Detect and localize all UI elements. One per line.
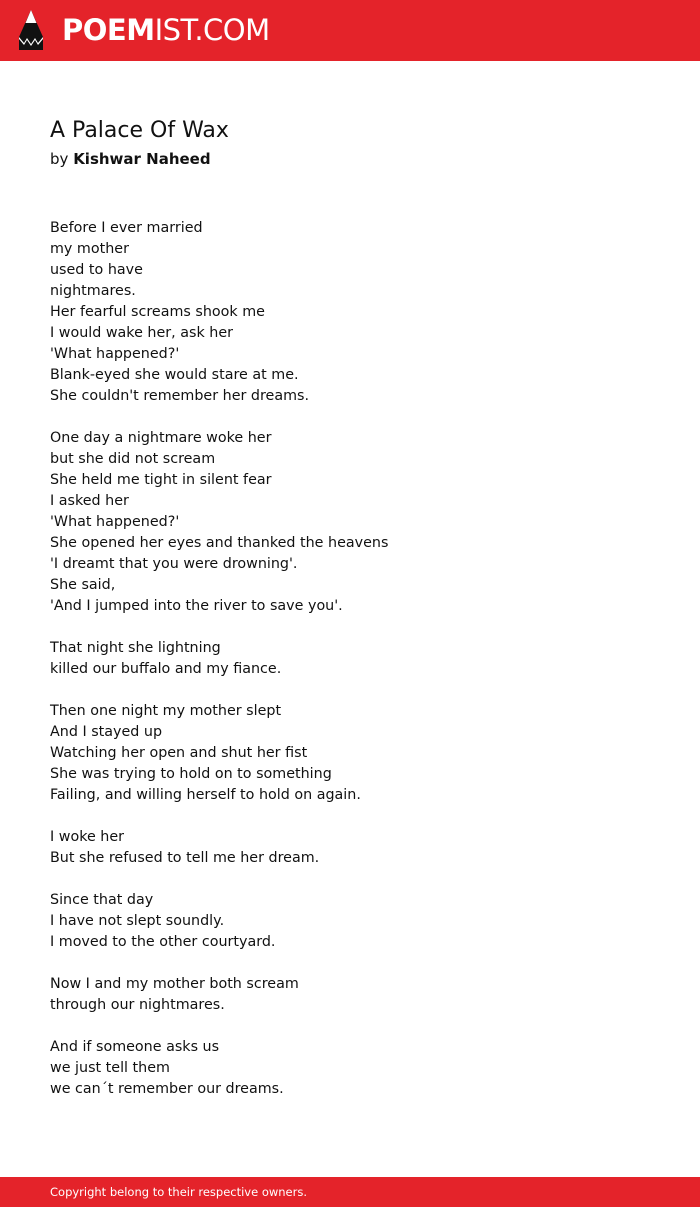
byline xyxy=(50,149,211,169)
poem-line: Then one night my mother slept xyxy=(50,703,282,719)
poem-title: A Palace Of Wax xyxy=(50,118,229,143)
copyright-notice: Copyright belong to their respective owners. xyxy=(50,1185,308,1199)
poem-line: we just tell them xyxy=(50,1060,170,1076)
by-label: by xyxy=(50,150,69,168)
poem-line: 'What happened?' xyxy=(50,346,180,362)
poem-line: Blank-eyed she would stare at me. xyxy=(50,367,299,383)
logo-wordmark xyxy=(62,9,270,51)
poem-line: used to have xyxy=(50,262,143,278)
poem-stanza xyxy=(50,1037,670,1100)
poem-body xyxy=(50,218,670,1121)
poem-line: But she refused to tell me her dream. xyxy=(50,850,320,866)
poem-line: And I stayed up xyxy=(50,724,163,740)
poem-line: I have not slept soundly. xyxy=(50,913,225,929)
site-footer xyxy=(0,1177,700,1207)
poem-stanza xyxy=(50,638,670,680)
poem-stanza xyxy=(50,827,670,869)
poem-line: She was trying to hold on to something xyxy=(50,766,332,782)
poem-line: One day a nightmare woke her xyxy=(50,430,272,446)
poem-line: That night she lightning xyxy=(50,640,221,656)
poem-line: killed our buffalo and my fiance. xyxy=(50,661,282,677)
poem-line: Her fearful screams shook me xyxy=(50,304,265,320)
poem-line: I moved to the other courtyard. xyxy=(50,934,276,950)
poem-line: She held me tight in silent fear xyxy=(50,472,272,488)
poem-line: 'What happened?' xyxy=(50,514,180,530)
pencil-tip-icon xyxy=(18,9,44,51)
logo-bold-text: POEM xyxy=(62,13,155,47)
site-logo[interactable] xyxy=(18,9,270,51)
logo-light-text: IST.COM xyxy=(154,13,270,47)
poem-stanza xyxy=(50,890,670,953)
poem-line: 'And I jumped into the river to save you'. xyxy=(50,598,343,614)
poem-line: Before I ever married xyxy=(50,220,203,236)
poem-line: Watching her open and shut her fist xyxy=(50,745,308,761)
poem-line: through our nightmares. xyxy=(50,997,225,1013)
poem-line: we can´t remember our dreams. xyxy=(50,1081,284,1097)
poem-line: nightmares. xyxy=(50,283,136,299)
site-header xyxy=(0,0,700,61)
poem-stanza xyxy=(50,701,670,806)
poem-line: And if someone asks us xyxy=(50,1039,220,1055)
poem-line: She said, xyxy=(50,577,116,593)
poem-line: I asked her xyxy=(50,493,129,509)
poem-line: 'I dreamt that you were drowning'. xyxy=(50,556,298,572)
poem-line: Since that day xyxy=(50,892,154,908)
poem-line: She opened her eyes and thanked the heavens xyxy=(50,535,389,551)
poem-stanza xyxy=(50,218,670,407)
poem-line: Failing, and willing herself to hold on again. xyxy=(50,787,361,803)
poem-line: Now I and my mother both scream xyxy=(50,976,299,992)
poem-stanza xyxy=(50,974,670,1016)
poem-stanza xyxy=(50,428,670,617)
poem-line: She couldn't remember her dreams. xyxy=(50,388,310,404)
author-name: Kishwar Naheed xyxy=(73,150,211,168)
poem-line: my mother xyxy=(50,241,129,257)
poem-line: I would wake her, ask her xyxy=(50,325,234,341)
poem-line: I woke her xyxy=(50,829,125,845)
poem-line: but she did not scream xyxy=(50,451,216,467)
